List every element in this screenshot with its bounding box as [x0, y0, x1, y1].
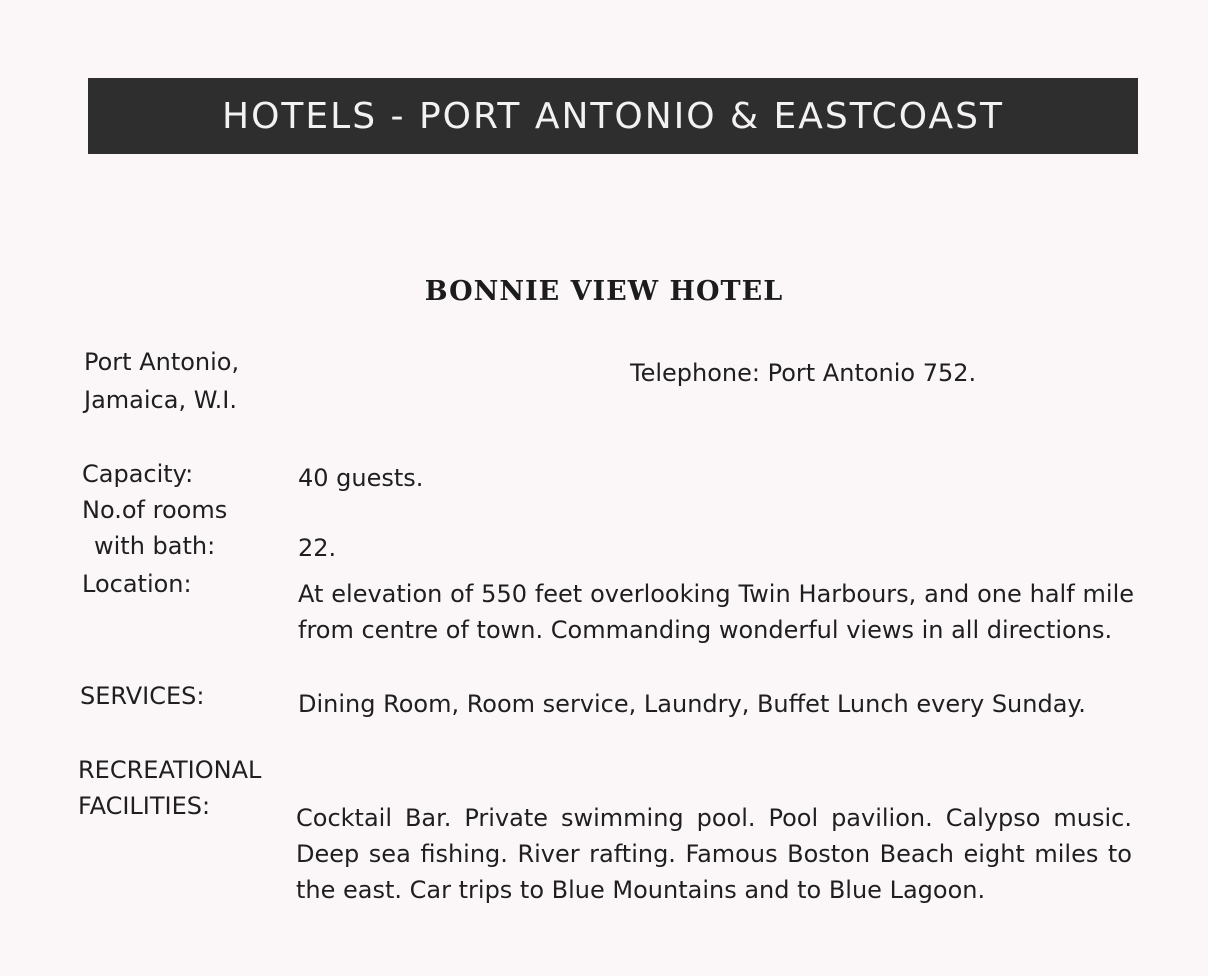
telephone: Telephone: Port Antonio 752. — [630, 359, 977, 387]
location-label: Location: — [82, 570, 192, 598]
address-line-2: Jamaica, W.I. — [84, 386, 238, 414]
recreational-value: Cocktail Bar. Private swimming pool. Pool pavilion. Calypso music. Deep sea fishing. River rafting. Famous Boston Beach eight miles to the east. Car trips to Blue Mountains and to Blue Lagoon. — [296, 804, 1132, 904]
bleed-through-decoration — [900, 0, 1200, 20]
capacity-value: 40 guests. — [298, 464, 424, 492]
location-value: At elevation of 550 feet overlooking Twin Harbours, and one half mile from centre of town. Commanding wonderful views in all directions. — [298, 580, 1134, 644]
capacity-label: Capacity: — [82, 460, 194, 488]
rooms-value: 22. — [298, 534, 337, 562]
services-label: SERVICES: — [80, 682, 205, 710]
services-value: Dining Room, Room service, Laundry, Buffet Lunch every Sunday. — [298, 690, 1086, 718]
section-header-bar — [88, 78, 1138, 154]
recreational-label-line-1: RECREATIONAL — [78, 756, 262, 784]
rooms-label-line-1: No.of rooms — [82, 496, 228, 524]
section-title: HOTELS - PORT ANTONIO & EASTCOAST — [222, 95, 1004, 137]
recreational-label-line-2: FACILITIES: — [78, 792, 211, 820]
rooms-label-line-2: with bath: — [94, 532, 216, 560]
address-line-1: Port Antonio, — [84, 348, 240, 376]
hotel-name: BONNIE VIEW HOTEL — [424, 276, 784, 307]
